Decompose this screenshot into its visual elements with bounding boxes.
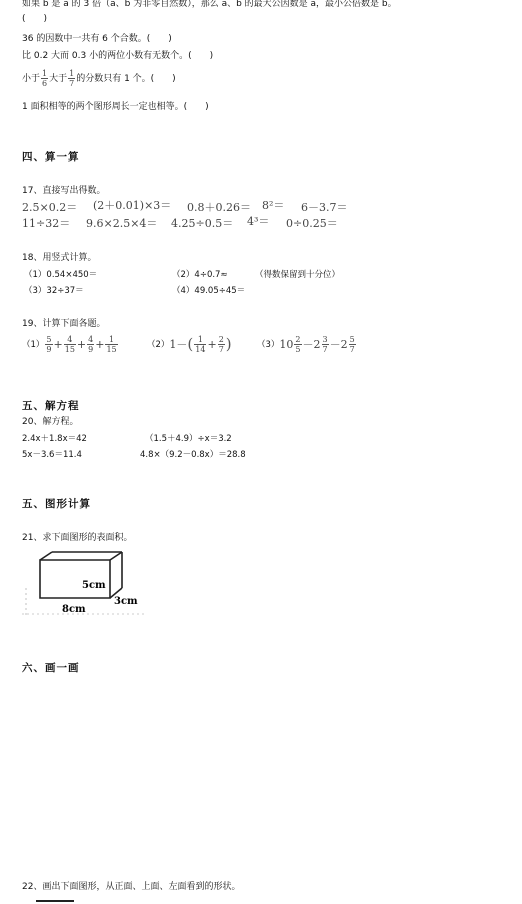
q17-r1-c2: (2＋0.01)×3＝ [93,199,172,212]
q19-expr-1: （1） $\frac{5}{9}$ + $\frac{4}{15}$ + $\frac{4}{9}$ + $\frac{1}{15}$ [22,334,117,354]
section-title-draw: 六、画一画 [22,662,80,674]
q17-r2-c3: 4.25÷0.5＝ [171,217,234,230]
line4-mid: 大于 [49,74,68,84]
q20-eq-4: 4.8×（9.2－0.8x）＝28.8 [140,450,246,460]
q17-r2-c5: 0÷0.25＝ [286,217,338,230]
figure-top-edge [36,900,74,902]
section-title-equations: 五、解方程 [22,400,80,412]
width-label: 3cm [114,596,138,607]
cuboid-figure [22,548,152,620]
section-title-calc: 四、算一算 [22,151,80,163]
judgement-line-1-bracket: ( ) [22,14,48,24]
judgement-line-5: 1 面积相等的两个图形周长一定也相等。( ) [22,102,209,112]
q17-label: 17、直接写出得数。 [22,186,106,196]
q22-label: 22、画出下面图形，从正面、上面、左面看到的形状。 [22,882,241,892]
line4-pre: 小于 [22,74,41,84]
length-label: 8cm [62,604,86,615]
q17-r1-c1: 2.5×0.2＝ [22,201,78,214]
q19-expr-2: （2） 1－ ( $\frac{1}{14}$ + $\frac{2}{7}$ ) [147,334,232,354]
q21-label: 21、求下面图形的表面积。 [22,533,133,543]
q20-eq-3: 5x－3.6＝11.4 [22,450,82,460]
q18-item-2-note: （得数保留到十分位） [255,270,341,280]
q18-label: 18、用竖式计算。 [22,253,97,263]
q20-eq-1: 2.4x＋1.8x＝42 [22,434,87,444]
line4-post: 的分数只有 1 个。( ) [76,74,176,84]
q20-label: 20、解方程。 [22,417,79,427]
q17-r2-c2: 9.6×2.5×4＝ [86,217,158,230]
fraction-one-seventh: $\frac{1}{7}$ [69,69,75,88]
judgement-line-1: 如果 b 是 a 的 3 倍（a、b 为非零自然数），那么 a、b 的最大公因数是 a，最小公倍数是 b。 [22,0,397,9]
judgement-line-4 [22,68,176,90]
q18-item-4: （4）49.05÷45＝ [172,286,246,296]
height-label: 5cm [82,580,106,591]
judgement-line-2: 36 的因数中一共有 6 个合数。( ) [22,34,172,44]
q17-r2-c1: 11÷32＝ [22,217,71,230]
q17-r1-c3: 0.8＋0.26＝ [187,201,251,214]
q17-r2-c4: 4³＝ [247,215,270,228]
q20-eq-2: （1.5＋4.9）÷x＝3.2 [145,434,232,444]
q18-item-2: （2）4÷0.7≈ [172,270,228,280]
q19-label: 19、计算下面各题。 [22,319,106,329]
judgement-line-3: 比 0.2 大而 0.3 小的两位小数有无数个。( ) [22,51,214,61]
section-title-figure: 五、图形计算 [22,498,91,510]
q18-item-3: （3）32÷37＝ [24,286,84,296]
q18-item-1: （1）0.54×450＝ [24,270,98,280]
q17-r1-c5: 6－3.7＝ [301,201,348,214]
q19-expr-3: （3） 10 $\frac{2}{5}$ － 2 $\frac{3}{7}$ － 2 $\frac{5}{7}$ [257,334,355,354]
fraction-one-sixth: $\frac{1}{6}$ [42,69,48,88]
q17-r1-c4: 8²＝ [262,199,285,212]
